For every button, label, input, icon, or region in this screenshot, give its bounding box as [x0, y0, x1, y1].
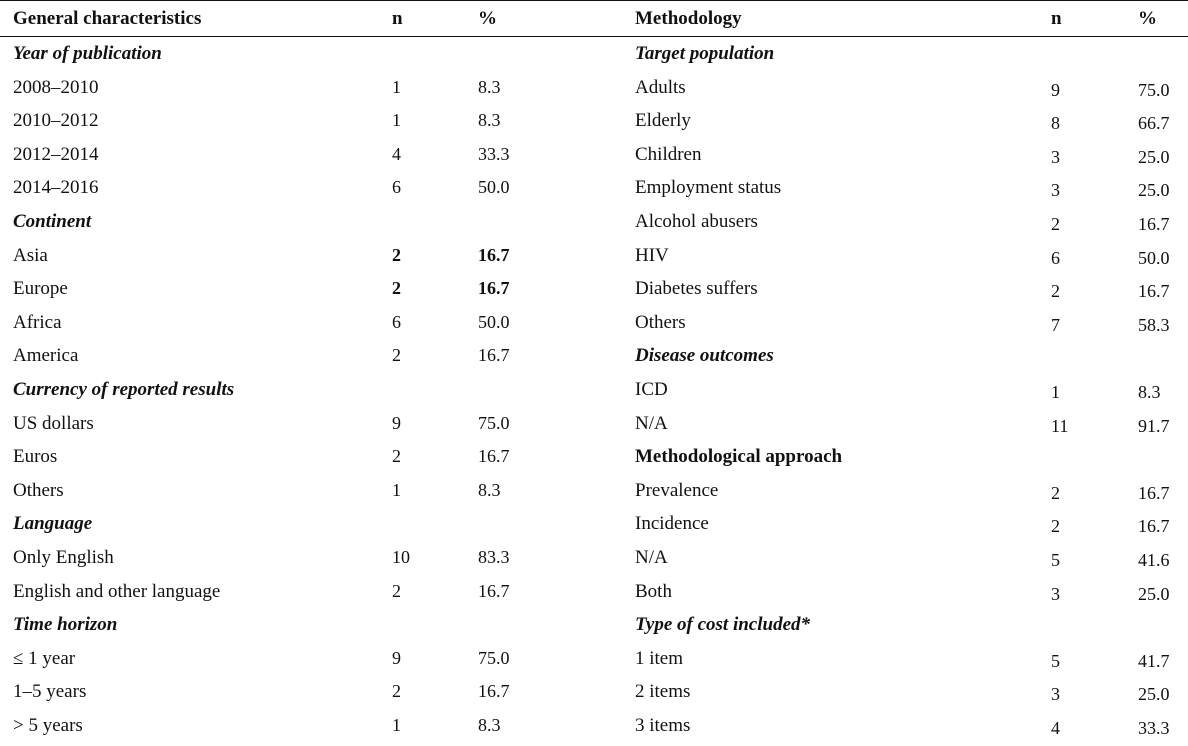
- row-n-value: 3: [1051, 146, 1060, 167]
- table-row: [0, 407, 1188, 441]
- row-n-value: 6: [392, 177, 401, 198]
- section-heading: Target population: [635, 43, 775, 64]
- table-row: [0, 37, 1188, 71]
- row-n-value: 1: [392, 76, 401, 97]
- row-n-value: 6: [1051, 247, 1060, 268]
- row-n-value: 9: [392, 647, 401, 668]
- row-n-value: 2: [392, 580, 401, 601]
- row-n-value: 4: [1051, 718, 1060, 738]
- row-percent-value: 58.3: [1138, 314, 1170, 335]
- row-label: Only English: [13, 547, 114, 568]
- row-n-value: 2: [392, 244, 401, 265]
- row-percent-value: 75.0: [478, 412, 510, 433]
- row-n-value: 11: [1051, 415, 1069, 436]
- row-n-value: 9: [392, 412, 401, 433]
- row-n-value: 9: [1051, 79, 1060, 100]
- row-label: Incidence: [635, 513, 709, 535]
- row-n-value: 1: [392, 479, 401, 500]
- row-n-value: 2: [1051, 516, 1060, 537]
- row-n-value: 5: [1051, 650, 1060, 671]
- row-n-value: 7: [1051, 314, 1060, 335]
- row-percent-value: 16.7: [478, 278, 510, 299]
- row-label: HIV: [635, 244, 669, 266]
- table-row: [0, 575, 1188, 609]
- table-row: [0, 541, 1188, 575]
- row-label: 2008–2010: [13, 76, 99, 98]
- row-percent-value: 41.7: [1138, 650, 1170, 671]
- row-percent-value: 83.3: [478, 547, 510, 567]
- section-heading: Time horizon: [13, 614, 118, 636]
- row-percent-value: 41.6: [1138, 550, 1170, 570]
- row-n-value: 3: [1051, 583, 1060, 604]
- table-row: [0, 474, 1188, 508]
- row-label: Euros: [13, 446, 58, 468]
- row-n-value: 1: [392, 110, 401, 131]
- row-label: ICD: [635, 379, 668, 400]
- section-heading: Currency of reported results: [13, 379, 235, 400]
- row-n-value: 2: [1051, 482, 1060, 503]
- row-label: Others: [13, 479, 64, 501]
- row-label: English and other language: [13, 580, 221, 602]
- row-percent-value: 8.3: [478, 76, 501, 97]
- row-percent-value: 16.7: [478, 345, 510, 366]
- row-percent-value: 25.0: [1138, 146, 1170, 167]
- row-label: 2 items: [635, 681, 691, 703]
- table-row: [0, 138, 1188, 172]
- row-label: Prevalence: [635, 479, 719, 501]
- table-row: [0, 104, 1188, 138]
- row-label: 2014–2016: [13, 177, 99, 199]
- table-row: [0, 373, 1188, 407]
- row-percent-value: 16.7: [478, 244, 510, 265]
- row-percent-value: 8.3: [478, 479, 501, 500]
- row-percent-value: 50.0: [478, 177, 510, 198]
- header-right-n: n: [1051, 8, 1062, 29]
- section-heading: Disease outcomes: [635, 345, 774, 367]
- row-n-value: 2: [392, 446, 401, 467]
- row-percent-value: 33.3: [478, 143, 510, 164]
- row-label: Others: [635, 311, 686, 333]
- row-percent-value: 16.7: [1138, 281, 1170, 302]
- table-header-row: [0, 0, 1188, 34]
- section-heading: Methodological approach: [635, 446, 843, 468]
- row-label: 3 items: [635, 715, 691, 736]
- row-n-value: 2: [1051, 214, 1060, 234]
- header-methodology: Methodology: [635, 8, 742, 29]
- row-percent-value: 16.7: [1138, 516, 1170, 537]
- row-percent-value: 16.7: [478, 446, 510, 467]
- row-n-value: 2: [392, 345, 401, 366]
- row-n-value: 4: [392, 143, 401, 164]
- row-label: Africa: [13, 311, 62, 333]
- row-label: Children: [635, 143, 702, 165]
- table-row: [0, 239, 1188, 273]
- row-percent-value: 75.0: [478, 647, 510, 668]
- row-n-value: 3: [1051, 180, 1060, 201]
- header-left-percent: %: [478, 8, 497, 29]
- header-right-percent: %: [1138, 8, 1157, 29]
- row-percent-value: 8.3: [1138, 382, 1161, 402]
- table-row: [0, 339, 1188, 373]
- row-label: America: [13, 345, 79, 367]
- row-label: 1–5 years: [13, 681, 87, 703]
- table-row: [0, 205, 1188, 239]
- row-n-value: 8: [1051, 113, 1060, 134]
- row-percent-value: 8.3: [478, 715, 501, 735]
- row-label: Europe: [13, 278, 68, 300]
- row-n-value: 2: [1051, 281, 1060, 302]
- row-label: N/A: [635, 547, 668, 568]
- section-heading: Year of publication: [13, 43, 162, 64]
- row-label: US dollars: [13, 412, 94, 434]
- row-label: 1 item: [635, 647, 684, 669]
- table-row: [0, 171, 1188, 205]
- row-n-value: 1: [1051, 382, 1060, 402]
- header-left-n: n: [392, 8, 403, 29]
- section-heading: Language: [13, 513, 93, 535]
- table-row: [0, 507, 1188, 541]
- row-label: Asia: [13, 244, 48, 266]
- row-n-value: 1: [392, 715, 401, 735]
- row-percent-value: 50.0: [1138, 247, 1170, 268]
- section-heading: Continent: [13, 211, 92, 232]
- row-percent-value: 91.7: [1138, 415, 1170, 436]
- section-heading: Type of cost included*: [635, 614, 811, 636]
- row-percent-value: 16.7: [478, 580, 510, 601]
- row-label: Elderly: [635, 110, 691, 132]
- row-label: Diabetes suffers: [635, 278, 758, 300]
- row-percent-value: 16.7: [1138, 482, 1170, 503]
- row-percent-value: 75.0: [1138, 79, 1170, 100]
- header-general-characteristics: General characteristics: [13, 8, 202, 29]
- row-label: > 5 years: [13, 715, 83, 736]
- row-n-value: 3: [1051, 684, 1060, 705]
- row-percent-value: 25.0: [1138, 684, 1170, 705]
- row-label: ≤ 1 year: [13, 647, 76, 669]
- row-percent-value: 25.0: [1138, 180, 1170, 201]
- table-row: [0, 608, 1188, 642]
- row-label: 2012–2014: [13, 143, 99, 165]
- table-row: [0, 642, 1188, 676]
- table-row: [0, 709, 1188, 743]
- row-percent-value: 16.7: [478, 681, 510, 702]
- row-percent-value: 16.7: [1138, 214, 1170, 234]
- row-n-value: 2: [392, 278, 401, 299]
- row-n-value: 2: [392, 681, 401, 702]
- row-label: Both: [635, 580, 672, 602]
- row-label: Alcohol abusers: [635, 211, 758, 232]
- table-row: [0, 71, 1188, 105]
- row-label: 2010–2012: [13, 110, 99, 132]
- row-label: Employment status: [635, 177, 782, 199]
- row-percent-value: 33.3: [1138, 718, 1170, 738]
- row-percent-value: 25.0: [1138, 583, 1170, 604]
- table-row: [0, 675, 1188, 709]
- table-row: [0, 306, 1188, 340]
- row-percent-value: 66.7: [1138, 113, 1170, 134]
- row-percent-value: 50.0: [478, 311, 510, 332]
- row-n-value: 5: [1051, 550, 1060, 570]
- table-row: [0, 440, 1188, 474]
- row-n-value: 6: [392, 311, 401, 332]
- row-percent-value: 8.3: [478, 110, 501, 131]
- row-label: Adults: [635, 76, 686, 98]
- row-n-value: 10: [392, 547, 410, 567]
- row-label: N/A: [635, 412, 668, 434]
- table-row: [0, 272, 1188, 306]
